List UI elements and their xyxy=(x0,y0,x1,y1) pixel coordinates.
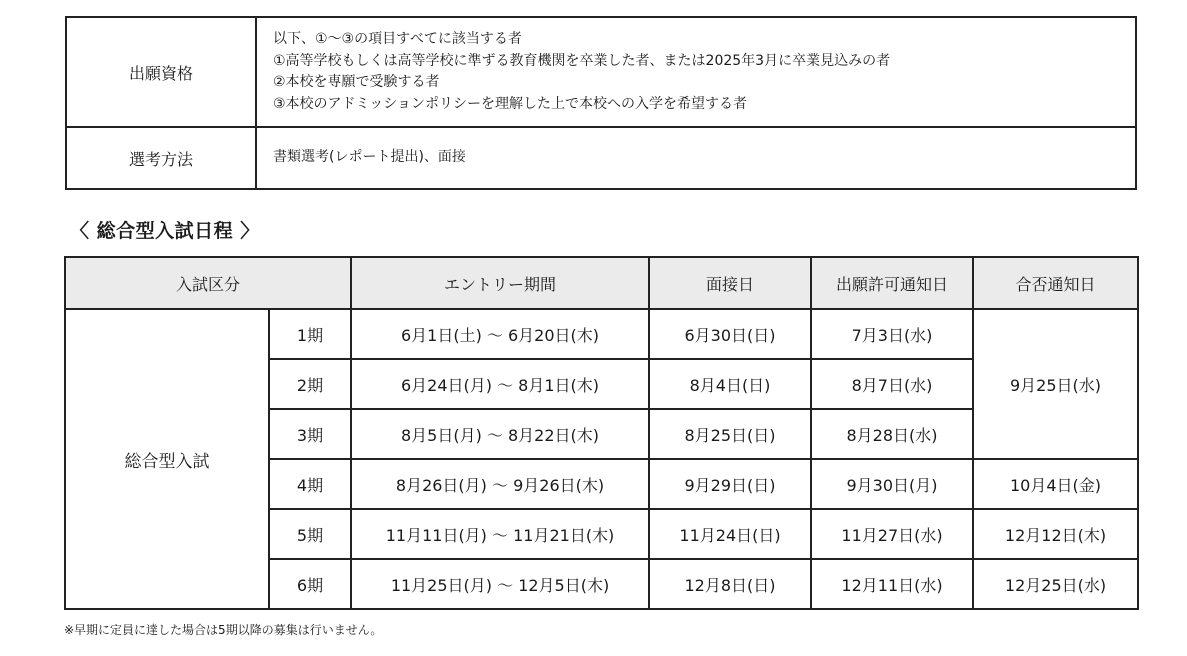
entry-period-cell: 11月11日(月) 〜 11月21日(木) xyxy=(351,509,649,559)
result-date-cell: 10月4日(金) xyxy=(973,459,1138,509)
schedule-title: 〈 総合型入試日程 〉 xyxy=(70,220,260,242)
term-cell: 6期 xyxy=(269,559,351,609)
term-cell: 5期 xyxy=(269,509,351,559)
result-date-cell: 12月25日(水) xyxy=(973,559,1138,609)
result-date-cell: 12月12日(木) xyxy=(973,509,1138,559)
schedule-row xyxy=(65,309,1138,359)
header-interview-date: 面接日 xyxy=(649,257,811,309)
entry-period-cell: 11月25日(月) 〜 12月5日(木) xyxy=(351,559,649,609)
selection-line: 書類選考(レポート提出)、面接 xyxy=(273,149,466,166)
interview-date-cell: 9月29日(日) xyxy=(649,459,811,509)
term-cell: 4期 xyxy=(269,459,351,509)
term-cell: 3期 xyxy=(269,409,351,459)
requirements-row-eligibility xyxy=(66,17,1136,127)
entry-period-cell: 6月1日(土) 〜 6月20日(木) xyxy=(351,309,649,359)
header-permit-date: 出願許可通知日 xyxy=(811,257,973,309)
entry-period-cell: 8月26日(月) 〜 9月26日(木) xyxy=(351,459,649,509)
schedule-table xyxy=(64,256,1139,610)
header-category: 入試区分 xyxy=(65,257,351,309)
entry-period-cell: 8月5日(月) 〜 8月22日(木) xyxy=(351,409,649,459)
permit-date-cell: 7月3日(水) xyxy=(811,309,973,359)
eligibility-line: ①高等学校もしくは高等学校に準ずる教育機関を卒業した者、または2025年3月に卒業見込みの者 xyxy=(273,52,891,69)
eligibility-line: 以下、①〜③の項目すべてに該当する者 xyxy=(273,31,522,47)
header-result-date: 合否通知日 xyxy=(973,257,1138,309)
eligibility-line: ③本校のアドミッションポリシーを理解した上で本校への入学を希望する者 xyxy=(273,95,747,112)
selection-content xyxy=(256,127,1136,189)
interview-date-cell: 6月30日(日) xyxy=(649,309,811,359)
interview-date-cell: 8月4日(日) xyxy=(649,359,811,409)
header-entry-period: エントリー期間 xyxy=(351,257,649,309)
eligibility-line: ②本校を専願で受験する者 xyxy=(273,74,440,90)
interview-date-cell: 8月25日(日) xyxy=(649,409,811,459)
permit-date-cell: 12月11日(水) xyxy=(811,559,973,609)
requirements-table xyxy=(65,16,1137,190)
permit-date-cell: 8月7日(水) xyxy=(811,359,973,409)
permit-date-cell: 11月27日(水) xyxy=(811,509,973,559)
schedule-header-row xyxy=(65,257,1138,309)
permit-date-cell: 9月30日(月) xyxy=(811,459,973,509)
category-cell: 総合型入試 xyxy=(65,309,269,609)
footnote: ※早期に定員に達した場合は5期以降の募集は行いません。 xyxy=(64,623,383,637)
interview-date-cell: 11月24日(日) xyxy=(649,509,811,559)
requirements-row-selection xyxy=(66,127,1136,189)
interview-date-cell: 12月8日(日) xyxy=(649,559,811,609)
eligibility-label: 出願資格 xyxy=(66,17,256,127)
selection-label: 選考方法 xyxy=(66,127,256,189)
entry-period-cell: 6月24日(月) 〜 8月1日(木) xyxy=(351,359,649,409)
result-date-cell: 9月25日(水) xyxy=(973,309,1138,459)
term-cell: 1期 xyxy=(269,309,351,359)
eligibility-content xyxy=(256,17,1136,127)
permit-date-cell: 8月28日(水) xyxy=(811,409,973,459)
term-cell: 2期 xyxy=(269,359,351,409)
